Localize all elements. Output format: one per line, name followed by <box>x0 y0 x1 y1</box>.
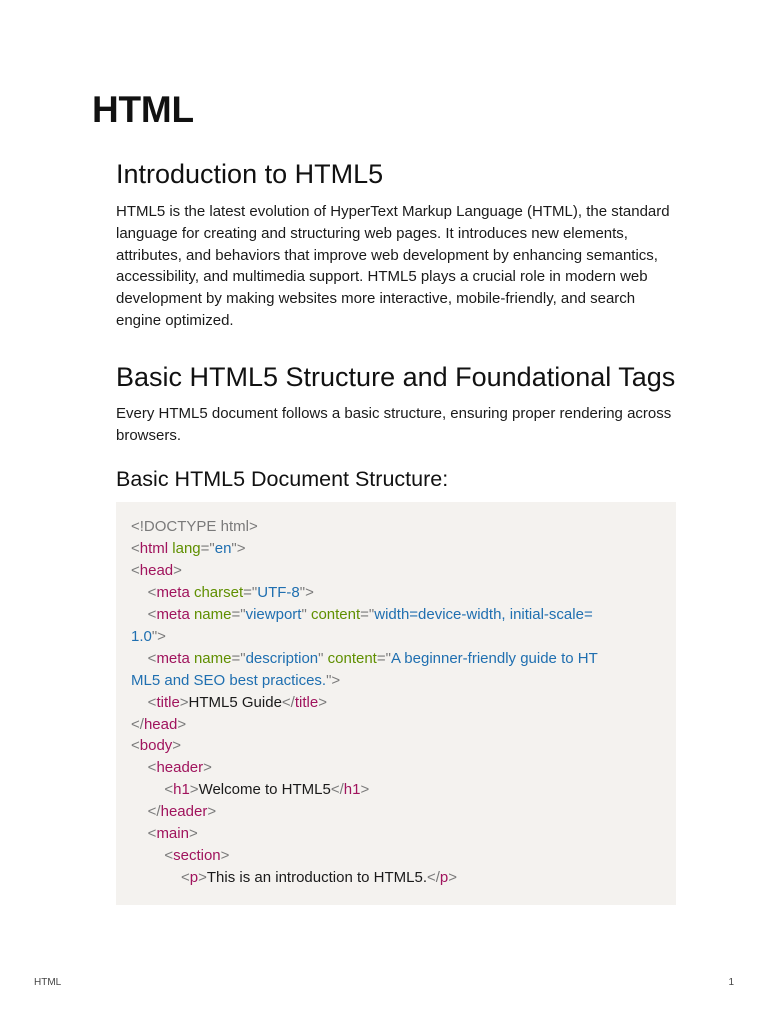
code-token: > <box>173 562 182 580</box>
code-token: > <box>207 803 217 821</box>
code-line <box>131 757 660 779</box>
code-token: lang <box>172 540 201 558</box>
intro-paragraph: HTML5 is the latest evolution of HyperText Markup Language (HTML), the standard language for creating and structuring web pages. It introduces new elements, attributes, and behaviors that improve web development by enhancing semantics, accessibility, and multimedia support. HTML5 plays a crucial role in modern web development by making websites more interactive, mobile-friendly, and search engine optimized. <box>116 203 670 329</box>
code-token: > <box>220 846 230 864</box>
code-token: > <box>448 868 458 886</box>
code-line <box>131 692 660 714</box>
code-line <box>131 823 660 845</box>
code-token: </ <box>131 715 144 733</box>
code-token: < <box>131 540 140 558</box>
structure-paragraph: Every HTML5 document follows a basic structure, ensuring proper rendering across browsers. <box>116 404 672 444</box>
code-token: < <box>164 781 174 799</box>
code-token <box>131 869 181 886</box>
code-token: =" <box>200 540 215 558</box>
code-token: title <box>294 693 319 711</box>
code-token: </ <box>147 803 161 821</box>
code-token: > <box>198 868 207 886</box>
code-token: " <box>318 649 324 667</box>
code-token: h1 <box>343 781 361 799</box>
code-token: <!DOCTYPE html> <box>131 518 258 536</box>
code-token: section <box>173 846 221 864</box>
intro-heading: Introduction to HTML5 <box>116 159 384 189</box>
code-line <box>131 560 660 582</box>
code-token: UTF-8 <box>257 584 300 602</box>
code-token: Welcome to HTML5 <box>198 781 331 799</box>
code-token: HTML5 Guide <box>188 693 282 711</box>
code-line <box>131 648 660 670</box>
code-token: main <box>156 825 189 843</box>
code-token <box>131 781 164 798</box>
code-token: name <box>193 606 232 623</box>
code-token: header <box>156 759 204 777</box>
code-token <box>131 606 148 623</box>
code-token: </ <box>281 693 295 711</box>
code-line <box>131 714 660 736</box>
code-token: This is an introduction to HTML5. <box>206 868 427 886</box>
code-token: > <box>318 693 327 711</box>
code-line <box>131 670 660 692</box>
code-line <box>131 845 660 867</box>
code-token: header <box>160 803 208 821</box>
code-token: p <box>439 868 449 886</box>
code-token: =" <box>231 649 246 667</box>
code-token: meta <box>156 584 190 602</box>
code-token: > <box>203 759 212 777</box>
structure-subheading: Basic HTML5 Document Structure: <box>116 467 449 492</box>
code-token: head <box>139 562 174 580</box>
code-line <box>131 626 660 648</box>
code-token: > <box>360 781 370 799</box>
code-token: </ <box>330 781 344 799</box>
code-token: < <box>147 825 157 843</box>
code-line <box>131 867 660 889</box>
code-token: html <box>139 540 169 558</box>
code-token: ML5 and SEO best practices. <box>131 671 327 689</box>
code-line <box>131 582 660 604</box>
code-token: A beginner-friendly guide to HT <box>390 649 598 667</box>
code-block <box>116 502 676 904</box>
page-title: HTML <box>92 89 194 130</box>
code-line <box>131 538 660 560</box>
code-token: "> <box>299 584 314 602</box>
code-token: charset <box>193 584 244 602</box>
code-token: "> <box>326 671 341 689</box>
code-token: =" <box>360 606 375 623</box>
code-token: > <box>188 825 198 843</box>
code-token: < <box>147 693 157 711</box>
code-token: body <box>139 737 173 755</box>
code-token: < <box>181 868 190 886</box>
code-token <box>131 847 164 864</box>
code-token <box>131 650 148 667</box>
footer-page-number: 1 <box>728 977 734 988</box>
code-line <box>131 801 660 823</box>
code-token: head <box>143 715 178 733</box>
code-token: meta <box>156 649 190 667</box>
code-token: < <box>147 759 157 777</box>
code-token: =" <box>376 649 391 667</box>
code-token: < <box>131 562 140 580</box>
code-token: "> <box>151 627 166 645</box>
code-token: < <box>147 649 157 667</box>
code-token: width=device-width, initial-scale= <box>374 606 593 623</box>
code-token: =" <box>243 584 258 602</box>
code-token: h1 <box>173 781 190 799</box>
code-token: p <box>189 868 199 886</box>
code-line <box>131 516 660 538</box>
code-token: "> <box>231 540 246 558</box>
code-token <box>131 825 148 842</box>
code-token: en <box>214 540 232 558</box>
code-token: name <box>193 649 232 667</box>
code-line <box>131 735 660 757</box>
code-token: content <box>310 606 361 623</box>
code-token: > <box>172 737 182 755</box>
code-token: < <box>147 606 157 623</box>
code-token: meta <box>156 606 190 623</box>
code-token: viewport <box>245 606 302 623</box>
code-token <box>131 803 148 820</box>
code-token: " <box>301 606 307 623</box>
code-token: < <box>147 584 157 602</box>
code-line <box>131 779 660 801</box>
footer-document-title: HTML <box>34 977 62 988</box>
code-token <box>131 759 148 776</box>
structure-heading: Basic HTML5 Structure and Foundational Tags <box>116 361 676 392</box>
code-token <box>131 694 148 711</box>
code-token: =" <box>231 606 246 623</box>
code-token: 1.0 <box>131 627 152 645</box>
code-token: < <box>131 737 140 755</box>
document-content <box>116 156 676 905</box>
code-token: description <box>245 649 319 667</box>
code-token: title <box>156 693 180 711</box>
code-token <box>131 584 148 601</box>
code-token: < <box>164 846 174 864</box>
code-line <box>131 604 660 626</box>
code-token: > <box>179 693 189 711</box>
code-token: > <box>177 715 187 733</box>
code-token: </ <box>426 868 440 886</box>
code-token: content <box>327 649 377 667</box>
code-token: > <box>189 781 199 799</box>
